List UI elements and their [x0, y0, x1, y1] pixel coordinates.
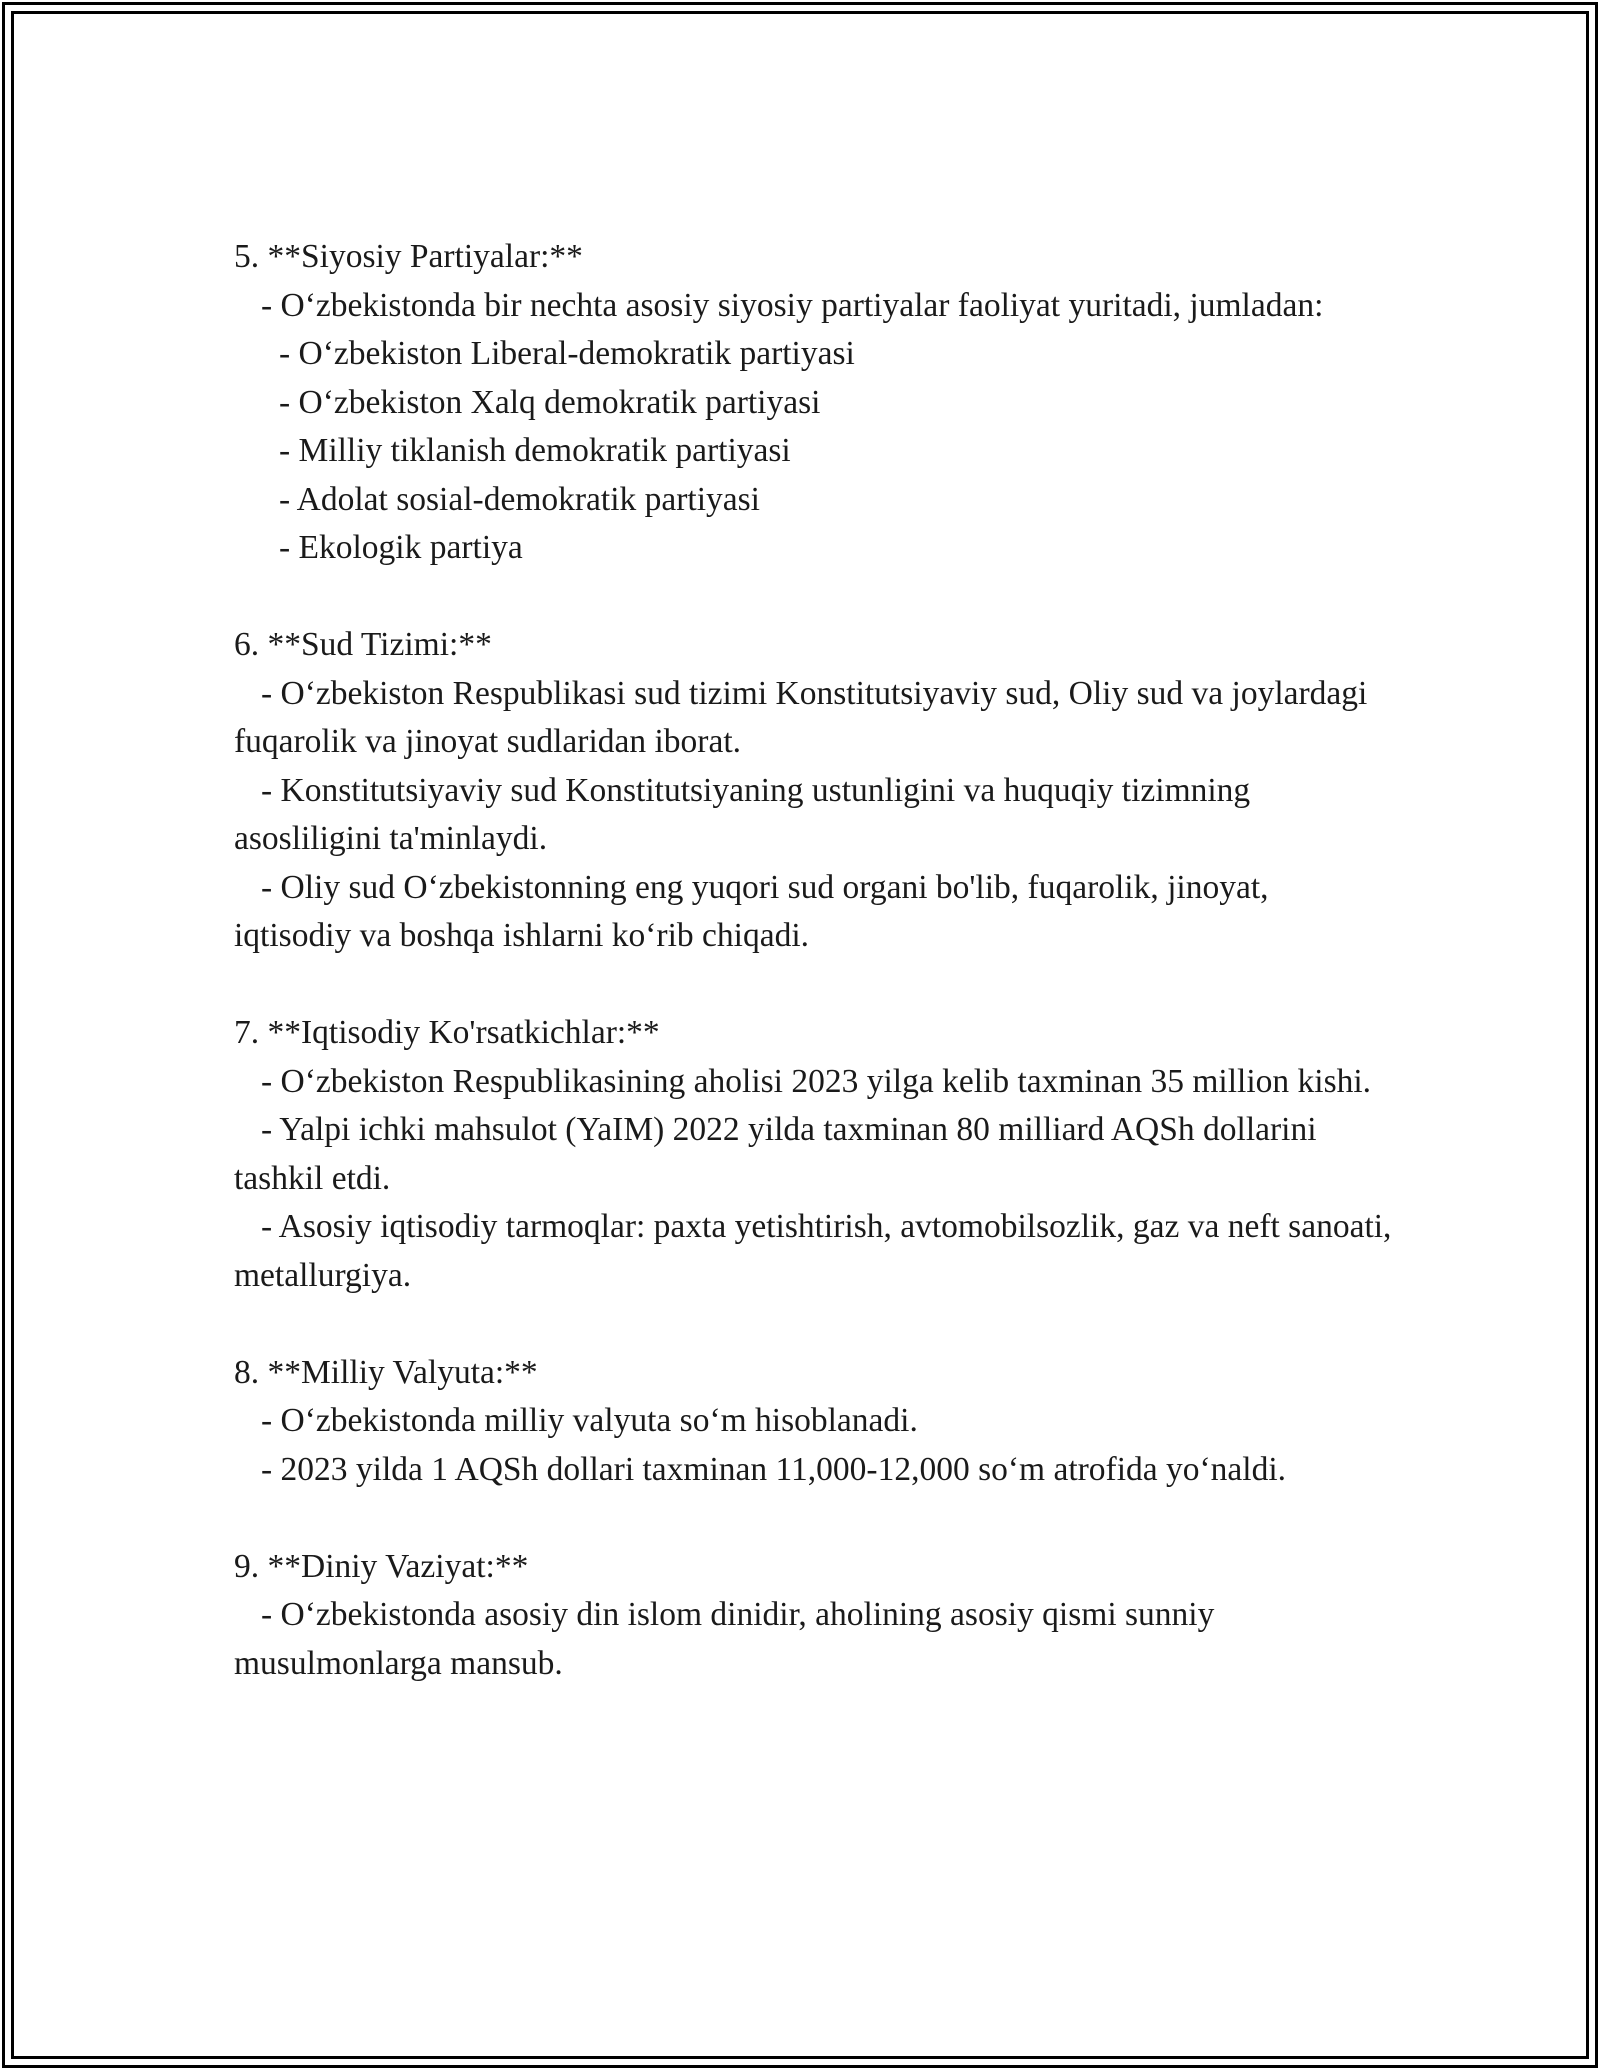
section-national-currency — [234, 1349, 1394, 1495]
section-religious-situation — [234, 1543, 1394, 1689]
party-list-item: - O‘zbekiston Liberal-demokratik partiyasi — [279, 335, 855, 372]
bullet-item: - 2023 yilda 1 AQSh dollari taxminan 11,000-12,000 so‘m atrofida yo‘naldi. — [261, 1450, 1287, 1488]
party-list-item: - Milliy tiklanish demokratik partiyasi — [279, 432, 791, 469]
party-list-item: - Ekologik partiya — [279, 529, 523, 566]
bullet-item: - Oliy sud O‘zbekistonning eng yuqori sud organi bo'lib, fuqarolik, jinoyat, iqtisodiy va boshqa ishlarni ko‘rib chiqadi. — [234, 868, 1269, 954]
bullet-item: - Asosiy iqtisodiy tarmoqlar: paxta yetishtirish, avtomobilsozlik, gaz va neft sanoati, metallurgiya. — [234, 1208, 1392, 1294]
document-body — [234, 233, 1394, 1688]
section-heading: 7. **Iqtisodiy Ko'rsatkichlar:** — [234, 1014, 660, 1051]
bullet-item: - O‘zbekiston Respublikasining aholisi 2023 yilga kelib taxminan 35 million kishi. — [261, 1062, 1372, 1100]
bullet-item: - O‘zbekiston Respublikasi sud tizimi Konstitutsiyaviy sud, Oliy sud va joylardagi fuqarolik va jinoyat sudlaridan iborat. — [234, 674, 1368, 760]
section-heading: 9. **Diniy Vaziyat:** — [234, 1547, 529, 1585]
section-heading: 8. **Milliy Valyuta:** — [234, 1353, 538, 1391]
bullet-item: - Konstitutsiyaviy sud Konstitutsiyaning ustunligini va huquqiy tizimning asosliligini ta'minlaydi. — [234, 771, 1251, 857]
bullet-item: - O‘zbekistonda milliy valyuta so‘m hisoblanadi. — [261, 1402, 918, 1439]
bullet-item: - O‘zbekistonda bir nechta asosiy siyosiy partiyalar faoliyat yuritadi, jumladan: — [261, 286, 1324, 324]
section-heading: 5. **Siyosiy Partiyalar:** — [234, 238, 583, 275]
bullet-item: - Yalpi ichki mahsulot (YaIM) 2022 yilda taxminan 80 milliard AQSh dollarini tashkil etdi. — [234, 1111, 1317, 1197]
party-list-item: - O‘zbekiston Xalq demokratik partiyasi — [279, 383, 821, 421]
party-list-item: - Adolat sosial-demokratik partiyasi — [279, 480, 760, 518]
section-political-parties — [234, 233, 1394, 573]
bullet-item: - O‘zbekistonda asosiy din islom dinidir, aholining asosiy qismi sunniy musulmonlarga mansub. — [234, 1596, 1215, 1682]
section-court-system — [234, 621, 1394, 961]
section-heading: 6. **Sud Tizimi:** — [234, 626, 492, 663]
section-economic-indicators — [234, 1009, 1394, 1300]
